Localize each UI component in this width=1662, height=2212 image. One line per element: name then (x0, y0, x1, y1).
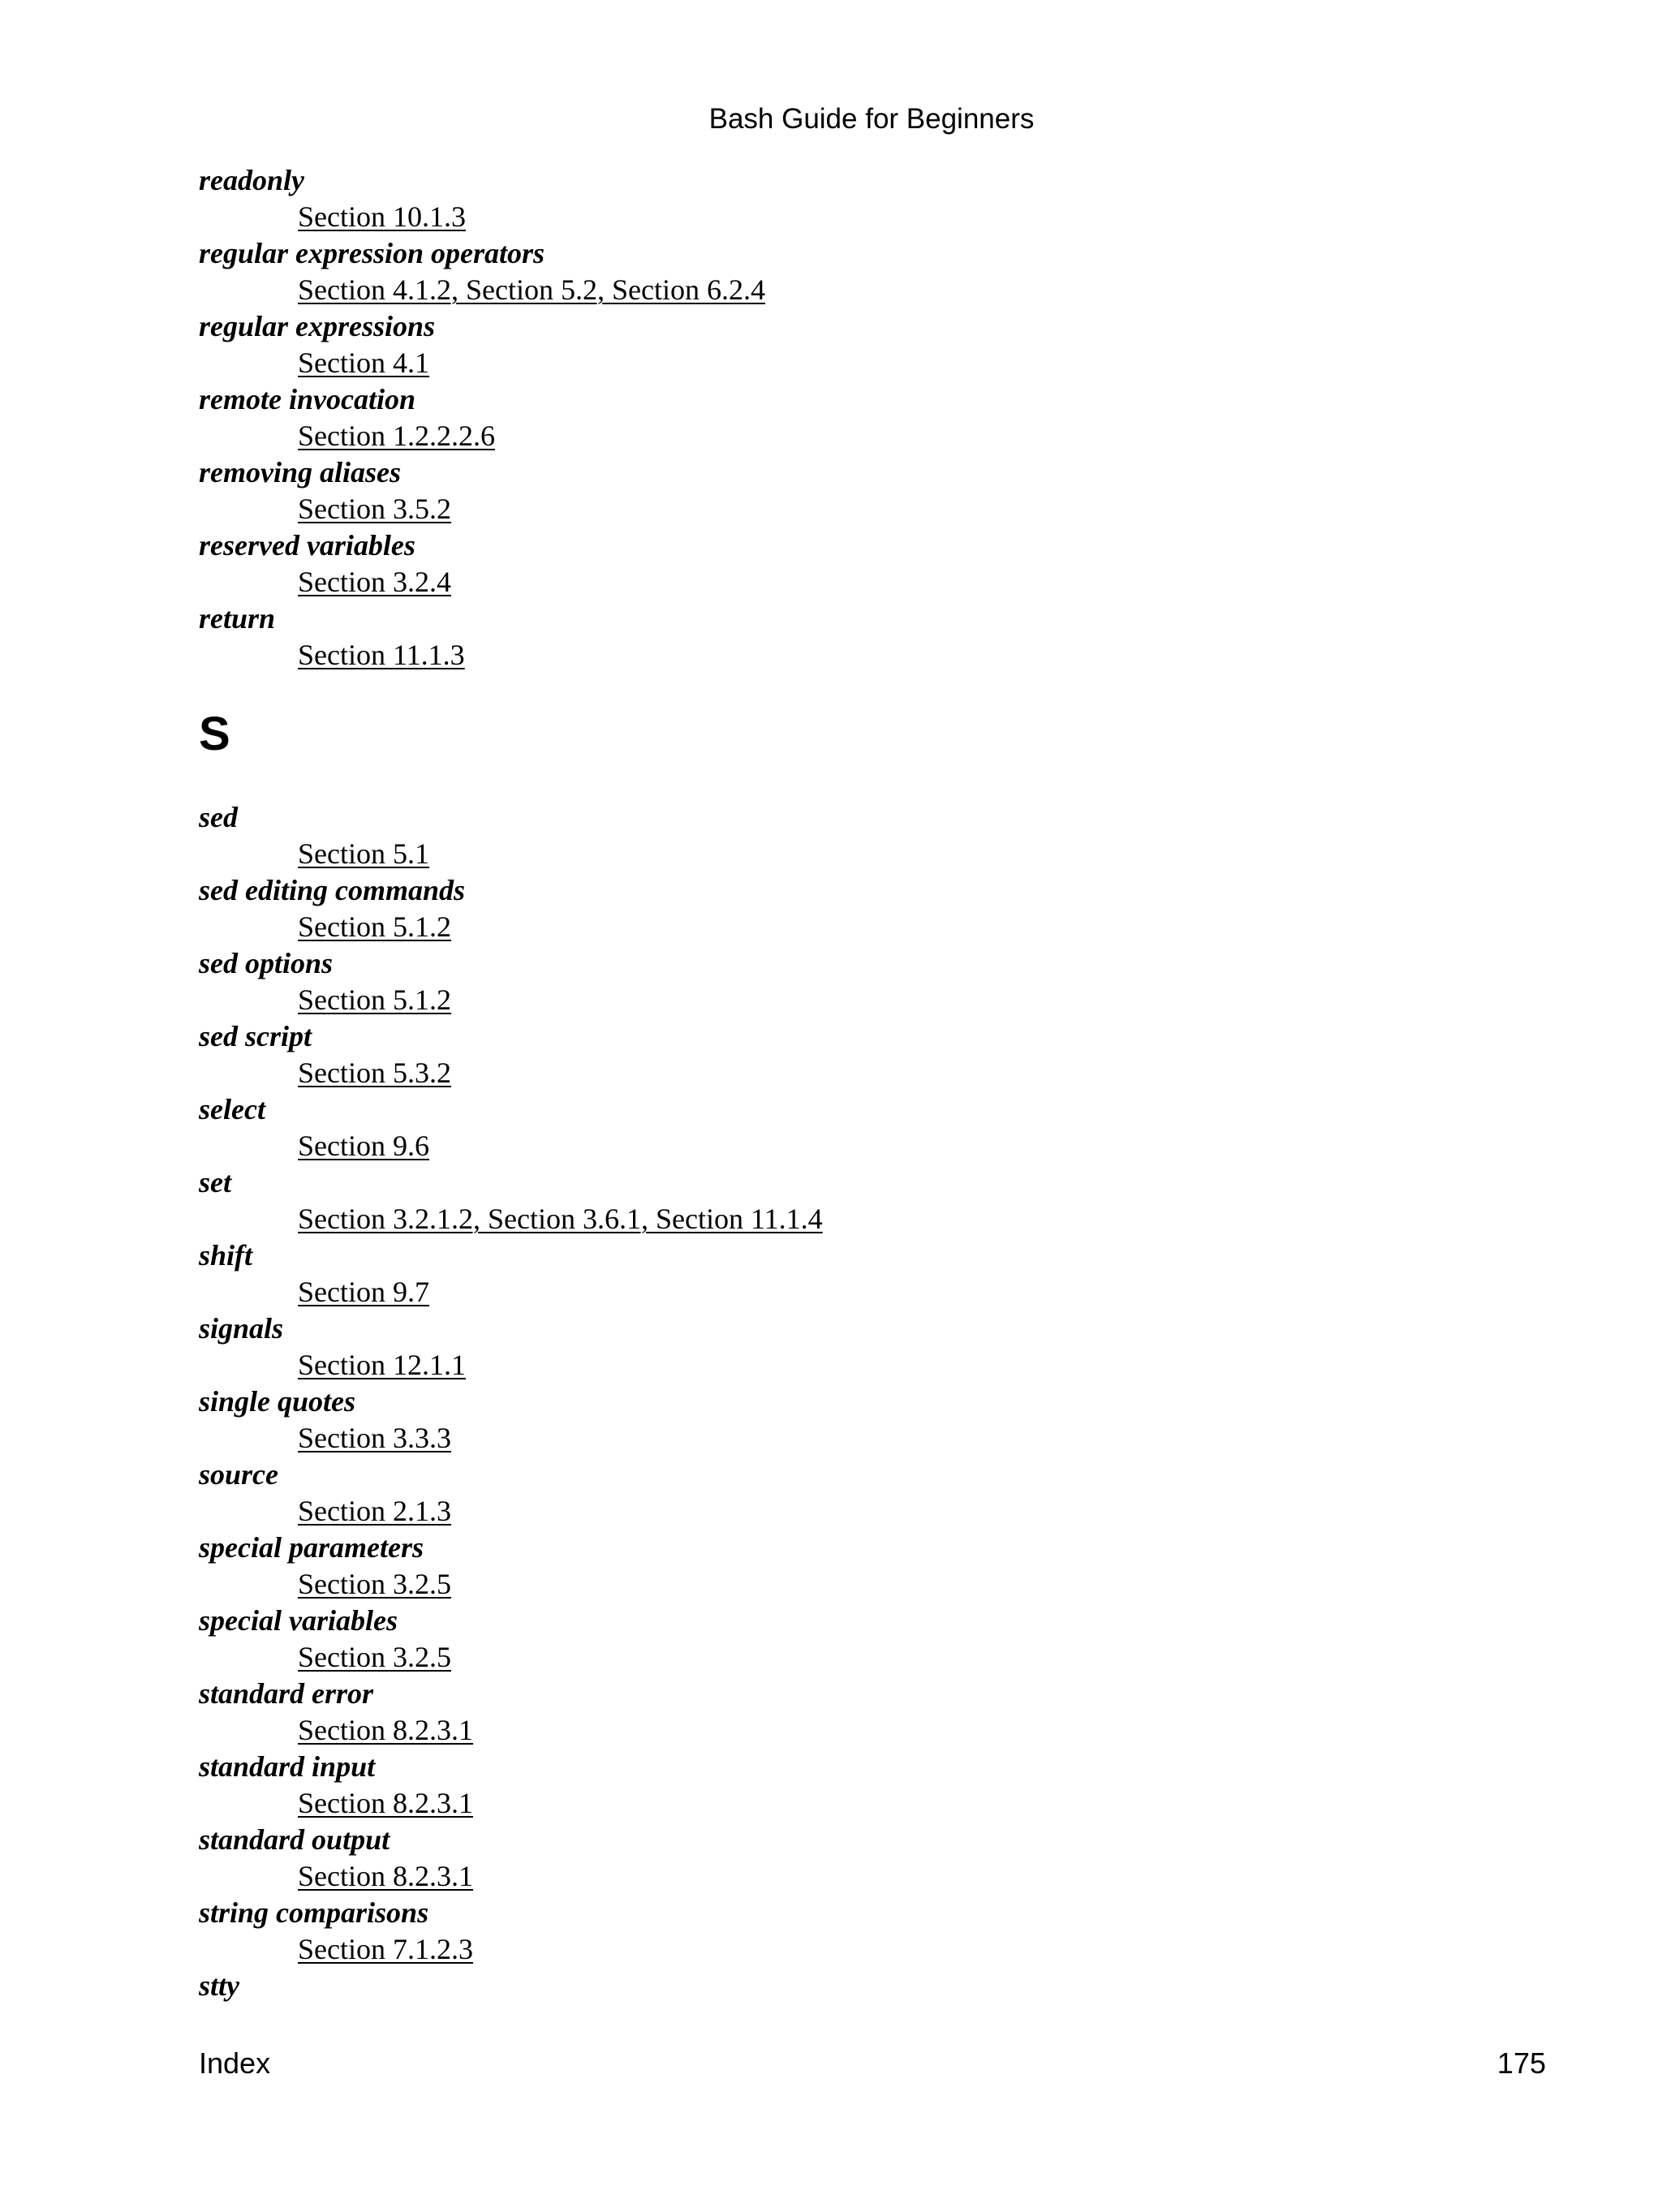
index-term: readonly (199, 164, 304, 196)
section-link[interactable]: Section 12.1.1 (298, 1349, 466, 1381)
section-link[interactable]: Section 2.1.3 (298, 1495, 451, 1527)
index-refs (199, 1639, 823, 1676)
index-term: single quotes (199, 1385, 356, 1418)
index-term: signals (199, 1312, 284, 1345)
section-link[interactable]: Section 8.2.3.1 (298, 1860, 473, 1892)
index-term: special parameters (199, 1531, 424, 1564)
section-link[interactable]: Section 5.1.2 (298, 910, 451, 943)
index-refs (199, 199, 765, 235)
section-link[interactable]: Section 7.1.2.3 (298, 1933, 473, 1965)
index-refs (199, 1566, 823, 1603)
page-header-title: Bash Guide for Beginners (708, 103, 1035, 135)
index-refs (199, 836, 823, 872)
index-refs (199, 1274, 823, 1310)
section-link[interactable]: Section 3.2.5 (298, 1568, 451, 1600)
index-refs (199, 1858, 823, 1895)
index-refs (199, 1712, 823, 1749)
index-term: removing aliases (199, 456, 401, 488)
index-term: stty (199, 1969, 239, 2002)
section-link[interactable]: Section 5.2, (465, 273, 612, 306)
section-link[interactable]: Section 3.3.3 (298, 1422, 451, 1454)
index-refs (199, 564, 765, 600)
index-refs (199, 1128, 823, 1164)
index-refs (199, 637, 765, 673)
section-link[interactable]: Section 3.2.4 (298, 566, 451, 598)
section-link[interactable]: Section 11.1.4 (655, 1203, 823, 1235)
index-term: standard input (199, 1750, 376, 1783)
section-link[interactable]: Section 8.2.3.1 (298, 1714, 473, 1746)
index-term: reserved variables (199, 529, 416, 562)
index-refs (199, 1493, 823, 1530)
section-link[interactable]: Section 3.2.5 (298, 1641, 451, 1673)
section-link[interactable]: Section 3.6.1, (487, 1203, 656, 1235)
index-term: sed options (199, 947, 334, 979)
index-refs (199, 1201, 823, 1237)
section-link[interactable]: Section 3.5.2 (298, 493, 451, 525)
index-term: sed (199, 801, 238, 833)
index-term: remote invocation (199, 383, 416, 415)
index-refs (199, 909, 823, 945)
index-term: standard error (199, 1677, 374, 1710)
section-link[interactable]: Section 9.6 (298, 1130, 429, 1162)
index-refs (199, 1420, 823, 1457)
index-refs (199, 1785, 823, 1822)
index-refs (199, 1055, 823, 1091)
index-refs (199, 272, 765, 308)
index-block-s (199, 799, 823, 2004)
section-link[interactable]: Section 4.1 (298, 346, 429, 379)
index-refs (199, 1931, 823, 1968)
index-refs (199, 491, 765, 527)
index-term: string comparisons (199, 1896, 429, 1929)
section-link[interactable]: Section 10.1.3 (298, 200, 466, 233)
section-link[interactable]: Section 6.2.4 (611, 273, 765, 306)
footer-section-name: Index (199, 2046, 271, 2080)
section-link[interactable]: Section 5.3.2 (298, 1057, 451, 1089)
section-link[interactable]: Section 5.1 (298, 837, 429, 870)
index-refs (199, 418, 765, 454)
index-term: regular expressions (199, 310, 436, 342)
section-link[interactable]: Section 1.2.2.2.6 (298, 420, 495, 452)
index-term: special variables (199, 1604, 398, 1637)
section-link[interactable]: Section 9.7 (298, 1276, 429, 1308)
section-link[interactable]: Section 5.1.2 (298, 983, 451, 1016)
footer-page-number: 175 (1496, 2046, 1546, 2080)
index-term: set (199, 1166, 231, 1199)
section-link[interactable]: Section 11.1.3 (298, 639, 465, 671)
index-term: source (199, 1458, 278, 1491)
index-term: sed script (199, 1020, 312, 1052)
index-refs (199, 1347, 823, 1384)
section-link[interactable]: Section 3.2.1.2, (298, 1203, 488, 1235)
index-term: return (199, 602, 276, 635)
section-link[interactable]: Section 8.2.3.1 (298, 1787, 473, 1819)
index-block-r (199, 162, 765, 673)
section-letter-heading: S (199, 708, 230, 760)
index-term: select (199, 1093, 265, 1125)
index-term: shift (199, 1239, 253, 1272)
section-link[interactable]: Section 4.1.2, (298, 273, 466, 306)
index-refs (199, 345, 765, 381)
index-term: standard output (199, 1823, 390, 1856)
index-term: regular expression operators (199, 237, 545, 269)
index-refs (199, 982, 823, 1018)
index-term: sed editing commands (199, 874, 466, 906)
